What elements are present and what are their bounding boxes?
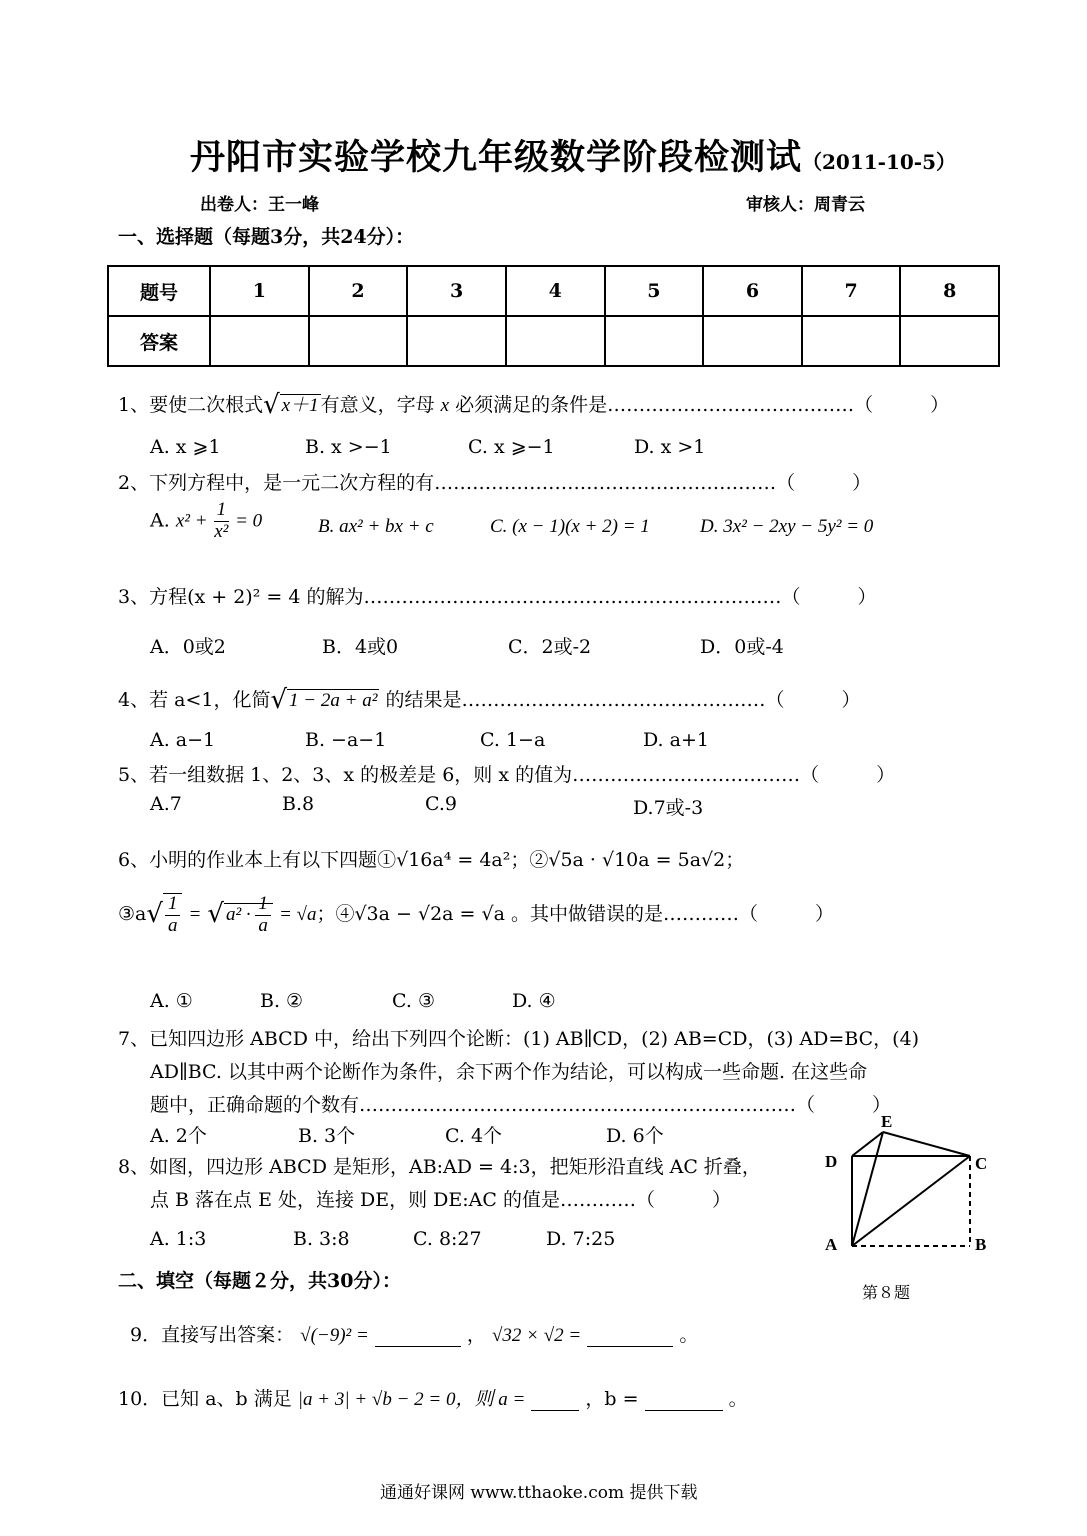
q8-option-b: B. 3:8 [293,1228,350,1250]
q6-line2-pre: ③a [118,902,147,925]
q10-pre: 10．已知 a、b 满足 [118,1388,292,1410]
q7-option-a: A. 2个 [150,1125,207,1147]
q10-mid: ，b = [585,1388,639,1410]
q6-frac-num: 1 [165,894,181,916]
table-number-3: 3 [407,266,506,316]
table-label-number: 题号 [108,266,210,316]
question-1 [118,388,949,418]
q5-option-a: A.7 [150,793,182,815]
reviewer: 审核人：周青云 [746,195,865,215]
figure-caption: 第８题 [862,1283,911,1302]
q8-option-a: A. 1:3 [150,1228,207,1250]
q7-option-c: C. 4个 [445,1125,503,1147]
question-8-line-2: 点 B 落在点 E 处，连接 DE，则 DE:AC 的值是…………（ ） [150,1189,731,1211]
answer-cell-3 [407,316,506,366]
q9-blank-2[interactable] [587,1324,673,1347]
q3-option-a: A．0或2 [150,636,226,658]
title-date: （2011-10-5） [802,150,957,174]
question-2: 2、下列方程中，是一元二次方程的有………………………………………………（ ） [118,472,872,494]
q10-end: 。 [728,1388,748,1410]
answer-cell-8 [900,316,999,366]
page-title [190,130,956,180]
q10-expr: |a + 3| + √b − 2 = 0，则 a = [297,1389,526,1410]
q7-option-b: B. 3个 [298,1125,356,1147]
q8-figure [815,1105,995,1260]
label-b: B [975,1235,987,1254]
q3-option-c: C．2或-2 [508,636,592,658]
table-number-6: 6 [703,266,802,316]
q6-option-d: D. ④ [512,990,556,1012]
question-6-line-2 [118,893,834,937]
q3-option-b: B．4或0 [322,636,399,658]
q1-post: 有意义，字母 [320,394,435,416]
question-7-line-3: 题中，正确命题的个数有……………………………………………………………（ ） [150,1094,892,1116]
table-number-1: 1 [210,266,309,316]
label-e: E [881,1112,893,1131]
q2-option-c: C. (x − 1)(x + 2) = 1 [490,516,650,537]
radical-sign: √ [146,898,163,929]
radical-sign: √ [270,685,288,715]
edge-ac [852,1156,970,1246]
question-7-line-2: AD∥BC. 以其中两个论断作为条件，余下两个作为结论，可以构成一些命题. 在这些命 [150,1061,868,1083]
q4-option-b: B. −a−1 [305,729,387,751]
q10-blank-a[interactable] [531,1388,579,1411]
q6-frac-den: a [167,914,178,936]
q6-inner: a² · $\frac{1}{a}$ [224,903,273,925]
q1-option-a: A. x ⩾1 [150,436,221,458]
section-1-title: 一、选择题（每题3分，共24分）： [118,226,415,248]
q5-option-c: C.9 [425,793,457,815]
q2-a-pre: x² + [175,510,208,532]
q2-option-a [150,500,262,543]
q9-expr-1: √(−9)² = [300,1325,369,1346]
answer-cell-4 [506,316,605,366]
table-number-4: 4 [506,266,605,316]
q9-end: 。 [679,1324,699,1346]
q4-post: 的结果是…………………………………………（ ） [385,689,861,711]
label-c: C [975,1154,988,1173]
q6-frac-post: = √a [278,903,317,925]
q9-sep: ， [466,1324,486,1346]
answer-cell-7 [802,316,901,366]
author: 出卷人：王一峰 [200,195,319,215]
footer-source: 通通好课网 www.tthaoke.com 提供下载 [380,1483,698,1503]
answer-table-answer-row [108,316,999,366]
q2-a-fraction [214,500,230,543]
q6-frac-mid: = [188,903,202,925]
q6-frac-num-2: 1 [255,894,271,916]
q7-option-d: D. 6个 [606,1125,664,1147]
question-8-line-1: 8、如图，四边形 ABCD 是矩形，AB:AD = 4:3，把矩形沿直线 AC 折叠， [118,1156,761,1178]
q4-option-c: C. 1−a [480,729,546,751]
q6-option-a: A. ① [150,990,193,1012]
edge-ae [852,1132,883,1246]
q9-expr-2: √32 × √2 = [491,1325,582,1346]
label-d: D [825,1152,838,1171]
q4-option-a: A. a−1 [150,729,216,751]
title-text: 丹阳市实验学校九年级数学阶段检测试 [190,137,803,178]
q1-var: x [440,395,450,416]
question-10 [118,1384,748,1411]
q2-option-b: B. ax² + bx + c [318,516,434,537]
q8-option-d: D. 7:25 [546,1228,616,1250]
section-2-title: 二、填空（每题２分，共30分）： [118,1270,401,1292]
answer-cell-6 [703,316,802,366]
q1-option-c: C. x ⩾−1 [468,436,555,458]
answer-cell-5 [605,316,704,366]
q4-pre: 4、若 a<1，化简 [118,689,271,711]
q3-option-d: D．0或-4 [700,636,784,658]
table-number-2: 2 [309,266,408,316]
q9-blank-1[interactable] [375,1324,461,1347]
question-9 [130,1320,698,1347]
answer-cell-2 [309,316,408,366]
q6-line2-tail: ；④√3a − √2a = √a 。其中做错误的是…………（ ） [316,902,834,925]
q4-option-d: D. a+1 [643,729,709,751]
q8-option-c: C. 8:27 [413,1228,482,1250]
q1-option-b: B. x >−1 [305,436,392,458]
radical-sign: √ [263,390,280,420]
q1-tail: 必须满足的条件是…………………………………（ ） [455,394,950,416]
q6-option-c: C. ③ [392,990,435,1012]
q6-option-b: B. ② [260,990,304,1012]
q6-frac-den-2: a [258,915,268,937]
q2-a-numerator: 1 [214,500,230,522]
edge-ec [883,1132,970,1156]
q1-pre: 1、要使二次根式 [118,394,264,416]
q2-a-post: = 0 [235,510,263,532]
table-number-7: 7 [802,266,901,316]
question-6-line-1: 6、小明的作业本上有以下四题①√16a⁴ = 4a²；②√5a · √10a = 5a√2； [118,849,745,871]
q5-option-b: B.8 [282,793,315,815]
table-number-8: 8 [900,266,999,316]
question-7-line-1: 7、已知四边形 ABCD 中，给出下列四个论断：(1) AB∥CD，(2) AB=CD，(3) AD=BC，(4) [118,1028,920,1050]
radical-sign: √ [207,898,224,929]
q2-option-d: D. 3x² − 2xy − 5y² = 0 [700,516,874,537]
table-label-answer: 答案 [108,316,210,366]
q9-pre: 9．直接写出答案： [130,1324,295,1346]
q5-option-d: D.7或-3 [633,797,704,819]
answer-cell-1 [210,316,309,366]
q1-radicand: x＋1 [281,395,319,416]
question-5: 5、若一组数据 1、2、3、x 的极差是 6，则 x 的值为………………………………（ ） [118,764,896,786]
table-number-5: 5 [605,266,704,316]
q2-a-denominator: x² [214,520,229,542]
q4-radicand: 1 − 2a + a² [289,690,378,711]
label-a: A [825,1235,838,1254]
question-4 [118,683,860,713]
answer-table-header-row [108,266,999,316]
q2-a-label: A. [150,509,170,532]
q1-option-d: D. x >1 [634,436,706,458]
answer-table [107,265,1000,367]
q10-blank-b[interactable] [645,1388,723,1411]
q6-fraction [163,893,183,937]
question-3: 3、方程(x + 2)² = 4 的解为…………………………………………………………（ ） [118,586,877,608]
